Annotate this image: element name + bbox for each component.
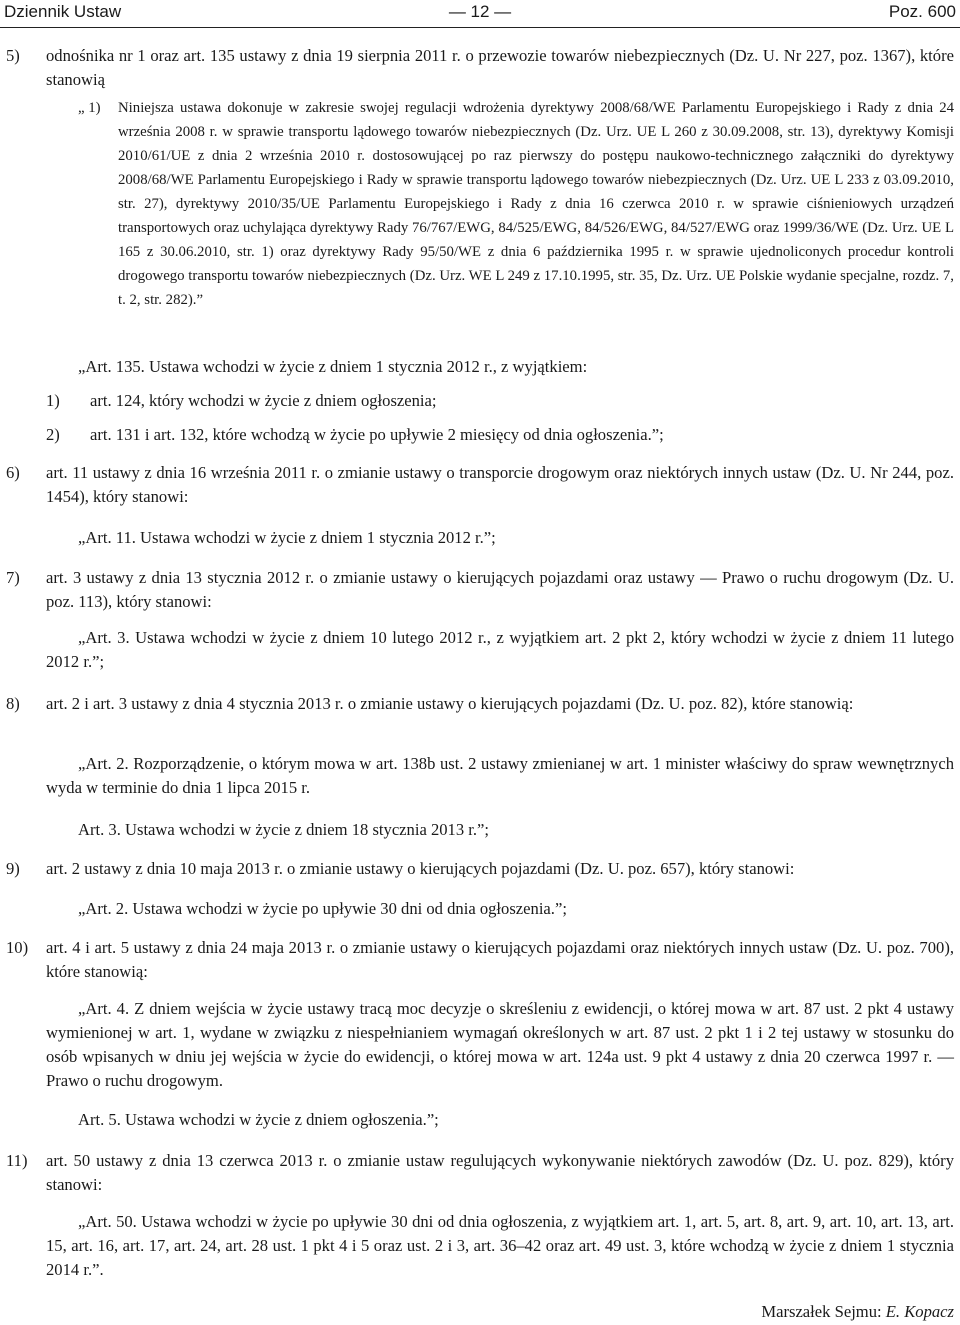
item-number: 7) bbox=[6, 568, 20, 587]
item-text: art. 4 i art. 5 ustawy z dnia 24 maja 2013 r. o zmianie ustawy o kierujących pojazdami oraz niektórych innych ustaw (Dz. U. poz. 700), które stanowią: bbox=[46, 938, 954, 981]
header-rule bbox=[0, 27, 960, 28]
item-number: 8) bbox=[6, 694, 20, 713]
article-quote: „Art. 135. Ustawa wchodzi w życie z dniem 1 stycznia 2012 r., z wyjątkiem: bbox=[78, 357, 588, 376]
item-text: art. 11 ustawy z dnia 16 września 2011 r. o zmianie ustawy o transporcie drogowym oraz niektórych innych ustaw (Dz. U. Nr 244, poz. 1454), który stanowi: bbox=[46, 463, 954, 506]
sub-text: art. 131 i art. 132, które wchodzą w życie po upływie 2 miesięcy od dnia ogłoszenia.”; bbox=[90, 425, 664, 444]
item-number: 6) bbox=[6, 463, 20, 482]
item-number: 9) bbox=[6, 859, 20, 878]
article-quote: „Art. 11. Ustawa wchodzi w życie z dniem 1 stycznia 2012 r.”; bbox=[78, 528, 496, 547]
item-text: art. 50 ustawy z dnia 13 czerwca 2013 r. o zmianie ustaw regulujących wykonywanie niektórych zawodów (Dz. U. poz. 829), który stanowi: bbox=[46, 1151, 954, 1194]
item-text: art. 3 ustawy z dnia 13 stycznia 2012 r. o zmianie ustawy o kierujących pojazdami oraz ustawy — Prawo o ruchu drogowym (Dz. U. poz. 113), który stanowi: bbox=[46, 568, 954, 611]
article-quote: „Art. 3. Ustawa wchodzi w życie z dniem 10 lutego 2012 r., z wyjątkiem art. 2 pkt 2, który wchodzi w życie z dniem 11 lutego 2012 r.”; bbox=[46, 628, 954, 671]
page-header bbox=[0, 0, 960, 30]
footnote-mark: „ 1) bbox=[78, 100, 101, 116]
article-quote: Art. 5. Ustawa wchodzi w życie z dniem ogłoszenia.”; bbox=[78, 1110, 439, 1129]
item-number: 11) bbox=[6, 1151, 28, 1170]
sub-number: 2) bbox=[46, 425, 60, 444]
signature-name: E. Kopacz bbox=[885, 1302, 954, 1321]
article-quote: „Art. 2. Rozporządzenie, o którym mowa w art. 138b ust. 2 ustawy zmienianej w art. 1 minister właściwy do spraw wewnętrznych wyda w terminie do dnia 1 lipca 2015 r. bbox=[46, 754, 954, 797]
article-quote: „Art. 4. Z dniem wejścia w życie ustawy tracą moc decyzje o skreśleniu z ewidencji, o której mowa w art. 87 ust. 2 pkt 4 ustawy wymienionej w art. 1, wydane w związku z niespełnianiem wymagań określonych w art. 87 ust. 2 pkt 1 i 2 tej ustawy w stosunku do osób wpisanych w dniu jej wejścia w życie do ewidencji, o której mowa w art. 124a ust. 9 pkt 4 ustawy z dnia 20 czerwca 1997 r. — Prawo o ruchu drogowym. bbox=[46, 999, 954, 1090]
article-quote: „Art. 2. Ustawa wchodzi w życie po upływie 30 dni od dnia ogłoszenia.”; bbox=[78, 899, 567, 918]
item-text: art. 2 i art. 3 ustawy z dnia 4 stycznia 2013 r. o zmianie ustawy o kierujących pojazdami (Dz. U. poz. 82), które stanowią: bbox=[46, 694, 854, 713]
signature-role: Marszałek Sejmu: bbox=[761, 1302, 882, 1321]
item-number: 10) bbox=[6, 938, 29, 957]
signature bbox=[761, 1302, 954, 1322]
page-number: — 12 — bbox=[448, 2, 512, 21]
sub-number: 1) bbox=[46, 391, 60, 410]
position-number: Poz. 600 bbox=[888, 2, 956, 21]
journal-title: Dziennik Ustaw bbox=[4, 2, 122, 21]
article-quote: Art. 3. Ustawa wchodzi w życie z dniem 18 stycznia 2013 r.”; bbox=[78, 820, 490, 839]
item-text: art. 2 ustawy z dnia 10 maja 2013 r. o zmianie ustawy o kierujących pojazdami (Dz. U. poz. 657), który stanowi: bbox=[46, 859, 795, 878]
sub-text: art. 124, który wchodzi w życie z dniem ogłoszenia; bbox=[90, 391, 437, 410]
item-text: odnośnika nr 1 oraz art. 135 ustawy z dnia 19 sierpnia 2011 r. o przewozie towarów niebezpiecznych (Dz. U. Nr 227, poz. 1367), które stanowią bbox=[46, 46, 954, 89]
article-quote: „Art. 50. Ustawa wchodzi w życie po upływie 30 dni od dnia ogłoszenia, z wyjątkiem art. 1, art. 5, art. 8, art. 9, art. 10, art. 13, art. 15, art. 16, art. 17, art. 24, art. 28 ust. 1 pkt 4 i 5 oraz ust. 2 i 3, art. 36–42 oraz art. 49 ust. 3, które wchodzą w życie z dniem 1 stycznia 2014 r.”. bbox=[46, 1212, 954, 1279]
footnote-text: Niniejsza ustawa dokonuje w zakresie swojej regulacji wdrożenia dyrektywy 2008/68/WE Parlamentu Europejskiego i Rady z dnia 24 września 2008 r. w sprawie transportu lądowego towarów niebezpiecznych (Dz. Urz. UE L 260 z 30.09.2008, str. 13), dyrektywy Komisji 2010/61/UE z dnia 2 września 2010 r. dostosowującej po raz pierwszy do postępu naukowo-technicznego załączniki do dyrektywy 2008/68/WE Parlamentu Europejskiego i Rady w sprawie transportu lądowego towarów niebezpiecznych (Dz. Urz. UE L 233 z 03.09.2010, str. 27), dyrektywy 2010/35/UE Parlamentu Europejskiego i Rady z dnia 16 czerwca 2010 r. w sprawie ciśnieniowych urządzeń transportowych oraz uchylająca dyrektywy Rady 76/767/EWG, 84/525/EWG, 84/526/EWG, 84/527/EWG oraz 1999/36/WE (Dz. Urz. UE L 165 z 30.06.2010, str. 1) oraz dyrektywy Rady 95/50/WE z dnia 6 października 1995 r. w sprawie ujednoliconych procedur kontroli drogowego transportu towarów niebezpiecznych (Dz. Urz. WE L 249 z 17.10.1995, str. 35, Dz. Urz. UE Polskie wydanie specjalne, rozdz. 7, t. 2, str. 282).” bbox=[118, 100, 954, 308]
item-number: 5) bbox=[6, 46, 20, 65]
